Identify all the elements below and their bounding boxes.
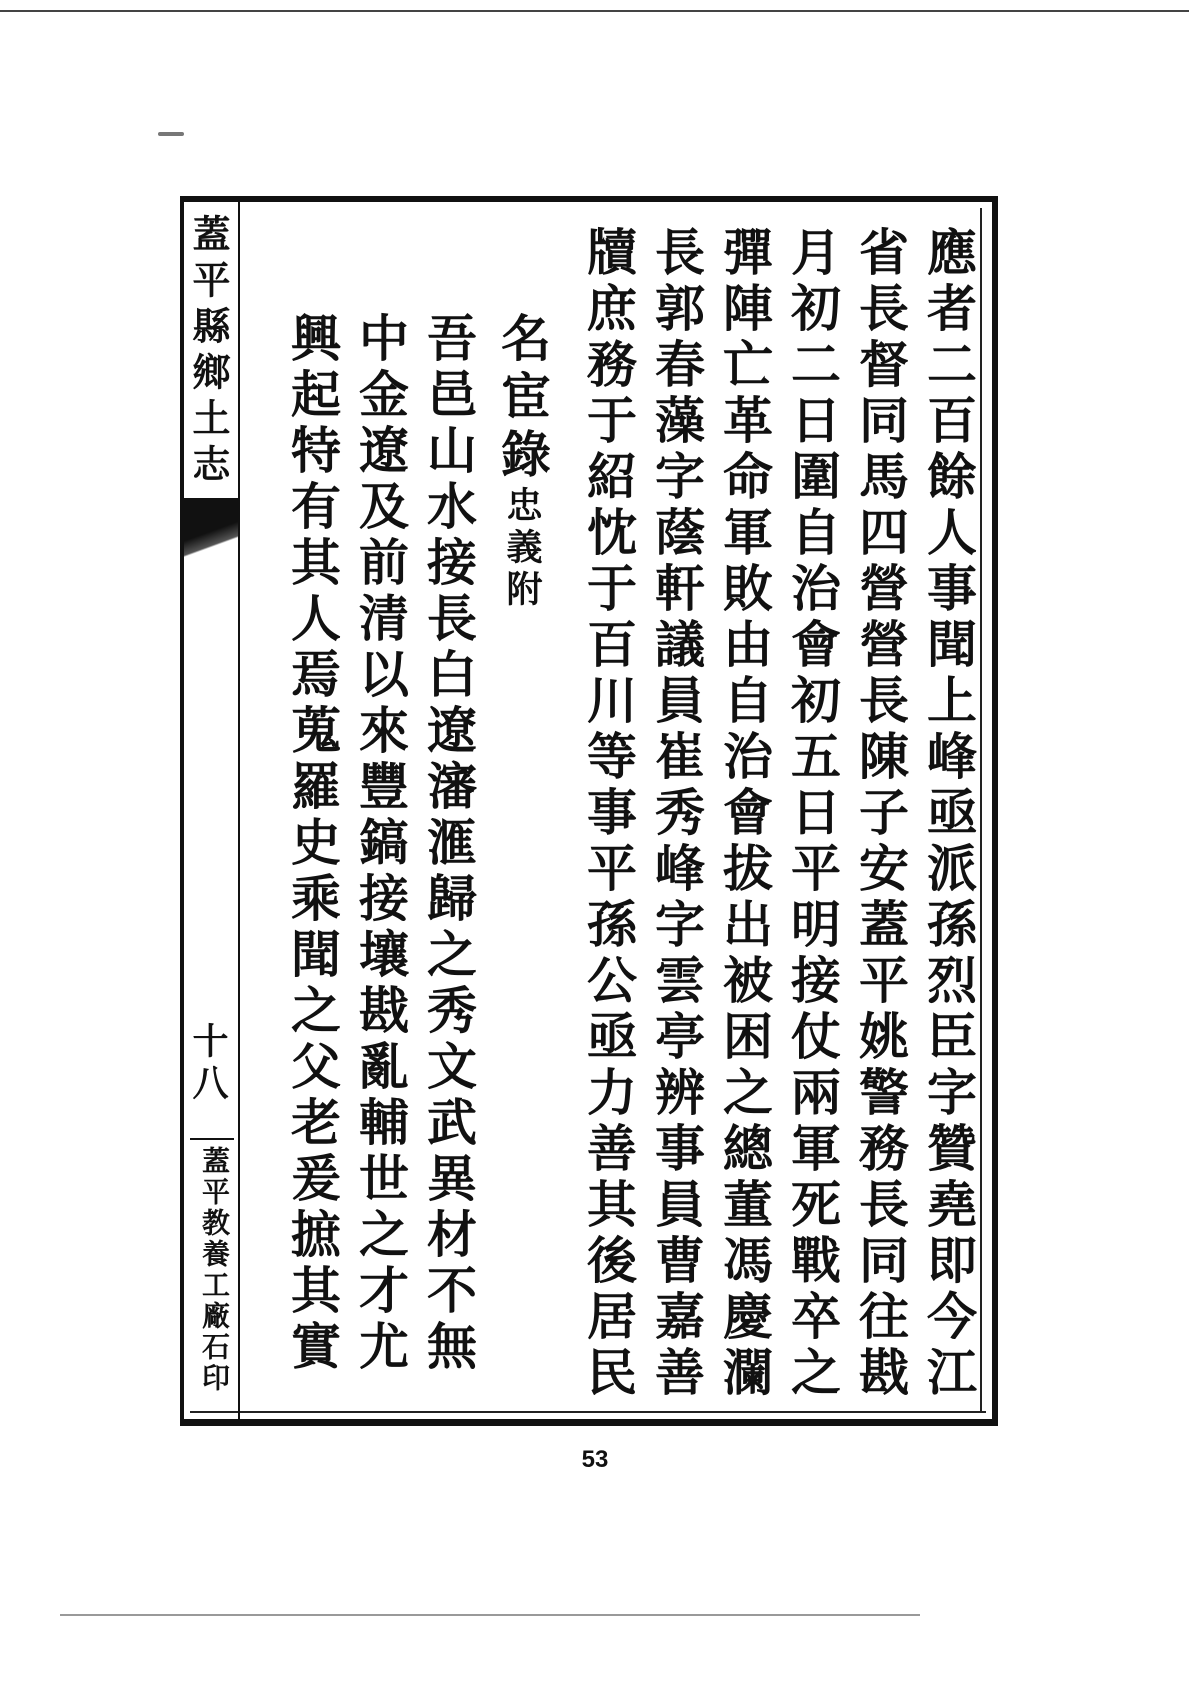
section-heading [490,312,554,612]
section-column-2: 中金遼及前清以來豐鎬接壤戡亂輔世之才尤 [351,312,410,1376]
section-note: 忠義附 [501,486,543,612]
printer-imprint: 蓋平教養工廠石印 [190,1138,234,1394]
page-number: 53 [581,1446,609,1473]
scan-border-bottom [60,1614,920,1616]
book-title: 蓋平縣鄉土志 [186,214,231,490]
section-column-3: 興起特有其人焉蒐羅史乘聞之父老爰摭其實 [283,312,342,1376]
text-column-1: 應者二百餘人事聞上峰亟派孫烈臣字贊堯即今江 [919,226,978,1402]
text-column-3: 月初二日圍自治會初五日平明接仗兩軍死戰卒之 [783,226,842,1402]
section-column-1: 吾邑山水接長白遼瀋滙歸之秀文武異材不無 [419,312,478,1376]
section-title: 名宦錄 [493,312,552,486]
scan-border-top [0,10,1189,12]
scan-speck [158,132,184,136]
text-column-6: 牘庶務于紹忱于百川等事平孫公亟力善其後居民 [579,226,638,1402]
margin-column [184,202,240,1420]
text-column-5: 長郭春藻字蔭軒議員崔秀峰字雲亭辨事員曹嘉善 [647,226,706,1402]
fish-tail-mark [184,498,238,574]
text-column-2: 省長督同馬四營營長陳子安蓋平姚警務長同往戡 [851,226,910,1402]
text-column-4: 彈陣亡革命軍敗由自治會拔出被困之總董馮慶瀾 [715,226,774,1402]
folio-number: 十八 [187,1022,229,1106]
